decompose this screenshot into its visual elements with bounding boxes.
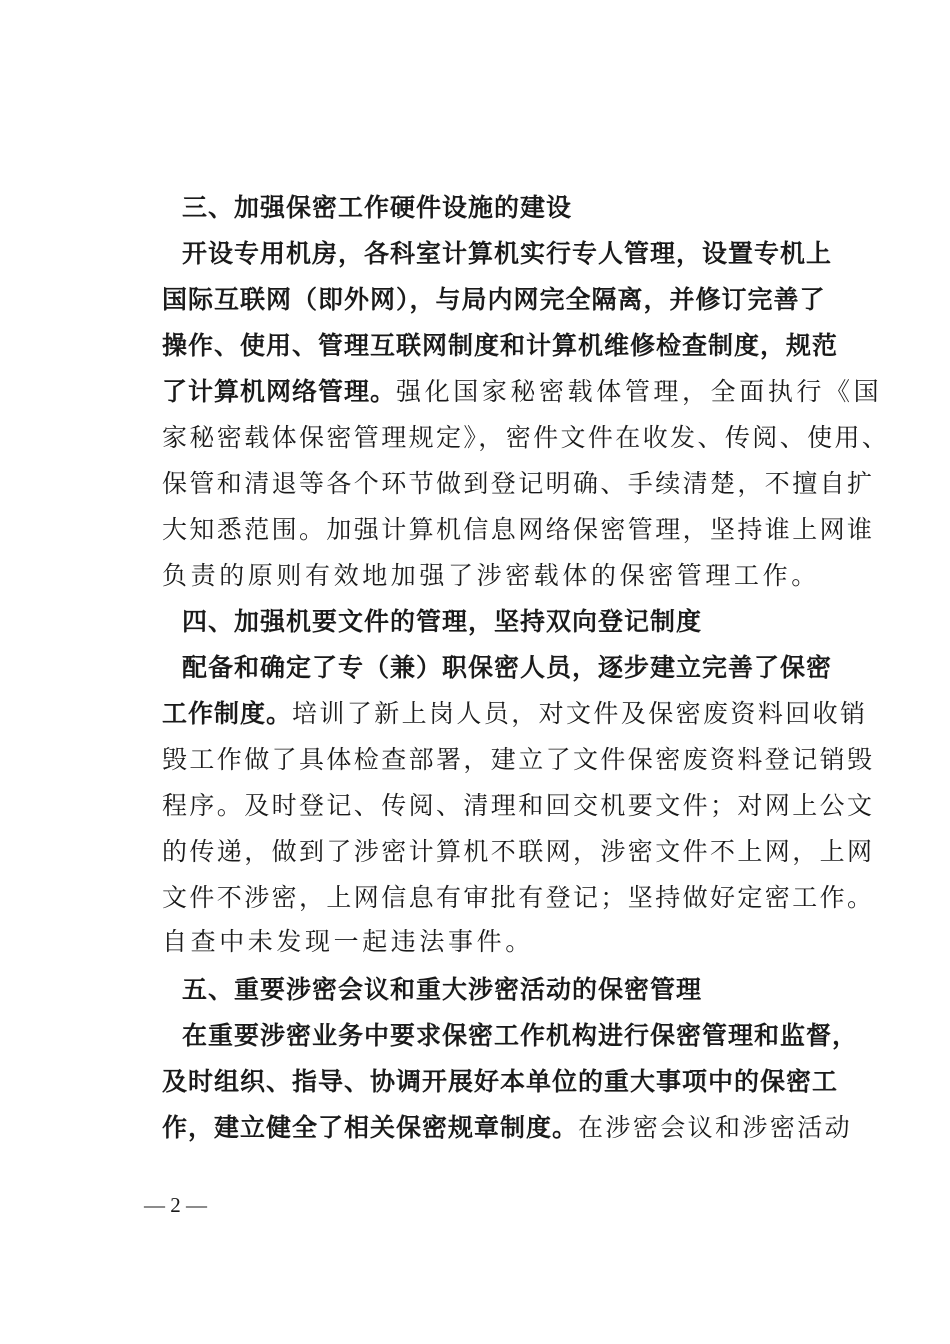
paragraph-line bbox=[162, 692, 868, 736]
section-heading-5: 五、重要涉密会议和重大涉密活动的保密管理 bbox=[182, 975, 703, 1004]
bold-text: 操作、使用、管理互联网制度和计算机维修检查制度，规范 bbox=[162, 331, 839, 360]
paragraph-line bbox=[162, 876, 875, 920]
regular-text: 家秘密载体保密管理规定》，密件文件在收发、传阅、使用、 bbox=[162, 423, 890, 452]
regular-text: 毁工作做了具体检查部署，建立了文件保密废资料登记销毁 bbox=[162, 745, 875, 774]
paragraph-line bbox=[162, 370, 883, 414]
section-heading-3: 三、加强保密工作硬件设施的建设 bbox=[182, 193, 573, 222]
regular-text: 在涉密会议和涉密活动 bbox=[578, 1113, 853, 1142]
bold-text: 工作制度。 bbox=[162, 699, 293, 728]
regular-text: 强化国家秘密载体管理，全面执行《国 bbox=[396, 377, 883, 406]
paragraph-line bbox=[162, 738, 875, 782]
regular-text: 的传递，做到了涉密计算机不联网，涉密文件不上网，上网 bbox=[162, 837, 875, 866]
bold-text: 国际互联网（即外网），与局内网完全隔离，并修订完善了 bbox=[162, 285, 826, 314]
paragraph-line bbox=[162, 278, 842, 322]
paragraph-line bbox=[162, 830, 875, 874]
paragraph-line bbox=[162, 920, 842, 964]
paragraph-line bbox=[162, 462, 875, 506]
paragraph-line bbox=[182, 1014, 862, 1058]
regular-text: 保管和清退等各个环节做到登记明确、手续清楚，不擅自扩 bbox=[162, 469, 875, 498]
paragraph-line bbox=[162, 1060, 842, 1104]
bold-text: 配备和确定了专（兼）职保密人员，逐步建立完善了保密 bbox=[182, 653, 833, 682]
regular-text: 培训了新上岗人员，对文件及保密废资料回收销 bbox=[292, 699, 868, 728]
section-heading-4: 四、加强机要文件的管理，坚持双向登记制度 bbox=[182, 607, 703, 636]
bold-text: 了计算机网络管理。 bbox=[162, 377, 397, 406]
paragraph-line bbox=[162, 416, 890, 460]
bold-text: 及时组织、指导、协调开展好本单位的重大事项中的保密工 bbox=[162, 1067, 839, 1096]
regular-text: 文件不涉密，上网信息有审批有登记；坚持做好定密工作。 bbox=[162, 883, 875, 912]
paragraph-line bbox=[162, 554, 842, 598]
paragraph-line bbox=[182, 232, 862, 276]
regular-text: 负责的原则有效地加强了涉密载体的保密管理工作。 bbox=[162, 561, 820, 590]
paragraph-line bbox=[162, 784, 875, 828]
paragraph-line bbox=[162, 1106, 853, 1150]
paragraph-line bbox=[162, 324, 842, 368]
regular-text: 自查中未发现一起违法事件。 bbox=[162, 927, 534, 956]
paragraph-line bbox=[182, 646, 862, 690]
regular-text: 大知悉范围。加强计算机信息网络保密管理，坚持谁上网谁 bbox=[162, 515, 875, 544]
paragraph-line bbox=[162, 508, 875, 552]
regular-text: 程序。及时登记、传阅、清理和回交机要文件；对网上公文 bbox=[162, 791, 875, 820]
bold-text: 开设专用机房，各科室计算机实行专人管理，设置专机上 bbox=[182, 239, 833, 268]
bold-text: 作，建立健全了相关保密规章制度。 bbox=[162, 1113, 579, 1142]
page-number: — 2 — bbox=[144, 1193, 207, 1217]
bold-text: 在重要涉密业务中要求保密工作机构进行保密管理和监督， bbox=[182, 1021, 859, 1050]
